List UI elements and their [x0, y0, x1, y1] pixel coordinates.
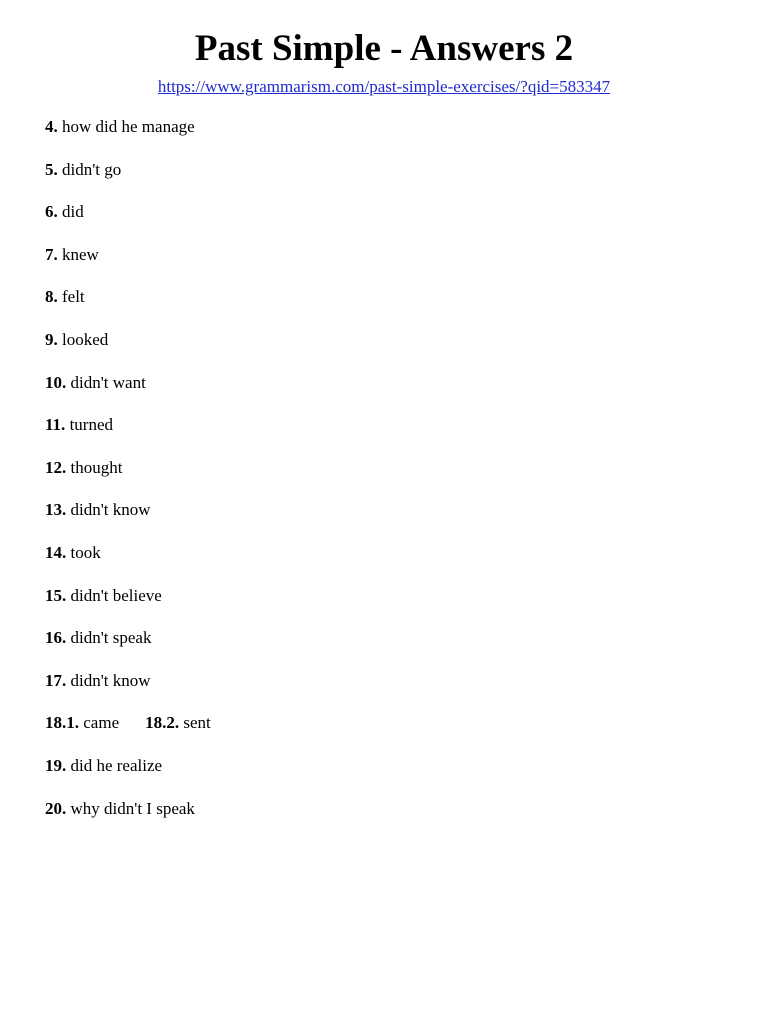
answer-item	[45, 712, 211, 755]
source-link[interactable]: https://www.grammarism.com/past-simple-exercises/?qid=583347	[157, 77, 611, 96]
answer-text-secondary: sent	[183, 713, 211, 733]
answer-number: 17.	[45, 670, 67, 690]
answer-number: 11.	[45, 415, 66, 435]
answer-item	[45, 201, 211, 244]
answer-text: did he realize	[70, 755, 163, 775]
answer-number: 14.	[45, 542, 67, 562]
answer-item	[45, 244, 211, 287]
answer-list	[45, 116, 211, 840]
answer-item	[45, 499, 211, 542]
answer-number: 4.	[45, 117, 58, 136]
answer-text: did	[62, 202, 84, 222]
answer-item	[45, 372, 211, 415]
answer-number-secondary: 18.2.	[145, 713, 180, 733]
answer-item	[45, 755, 211, 798]
answer-text: didn't speak	[70, 628, 152, 648]
page-title: Past Simple - Answers 2	[194, 28, 574, 69]
answer-text: why didn't I speak	[70, 798, 195, 818]
answer-number: 15.	[45, 585, 67, 605]
answer-item	[45, 159, 211, 202]
answer-number: 19.	[45, 755, 67, 775]
answer-text: didn't know	[70, 500, 151, 520]
answer-number: 13.	[45, 500, 67, 520]
answer-text: thought	[70, 457, 123, 477]
answer-item	[45, 670, 211, 713]
answer-item	[45, 542, 211, 585]
answer-text: turned	[69, 415, 113, 435]
answer-number: 16.	[45, 628, 67, 648]
answer-item	[45, 457, 211, 500]
answer-text: didn't know	[70, 670, 151, 690]
answer-item	[45, 627, 211, 670]
answer-number: 18.1.	[45, 713, 79, 733]
answer-text: didn't believe	[70, 585, 162, 605]
answer-item	[45, 329, 211, 372]
answer-item	[45, 116, 211, 159]
answer-number: 12.	[45, 457, 67, 477]
answer-number: 5.	[45, 159, 58, 179]
answer-number: 9.	[45, 329, 58, 349]
answer-text: looked	[62, 329, 109, 349]
answer-text: didn't want	[70, 372, 146, 392]
answer-text: came	[83, 713, 120, 733]
answer-text: didn't go	[62, 159, 122, 179]
answer-number: 7.	[45, 244, 58, 264]
source-link-container	[0, 76, 768, 98]
answer-number: 6.	[45, 202, 58, 222]
answer-text: took	[70, 542, 101, 562]
answer-number: 20.	[45, 798, 67, 818]
answer-text: felt	[62, 287, 85, 307]
answer-item	[45, 798, 211, 841]
answer-text: knew	[62, 244, 99, 264]
answer-number: 10.	[45, 372, 67, 392]
answer-text: how did he manage	[62, 117, 195, 136]
answer-item	[45, 286, 211, 329]
answer-item	[45, 585, 211, 628]
answer-item	[45, 414, 211, 457]
answer-number: 8.	[45, 287, 58, 307]
